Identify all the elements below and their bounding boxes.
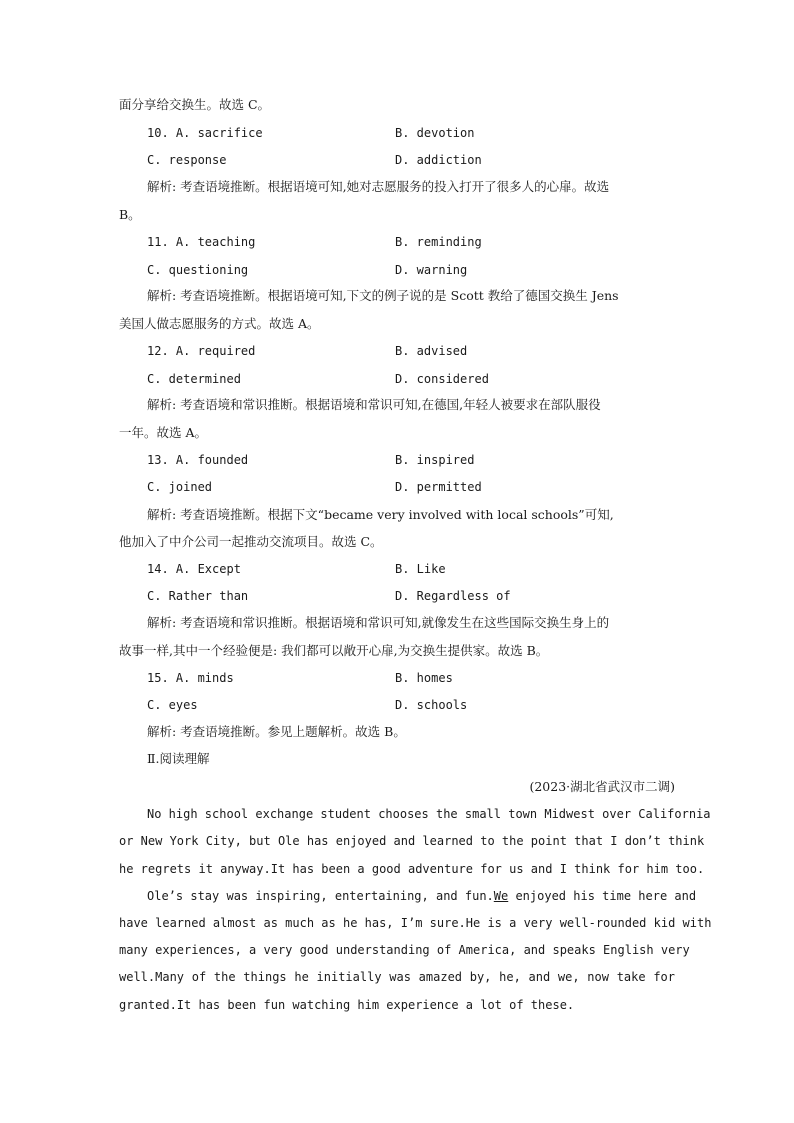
passage-line: well.Many of the things he initially was amazed by, he, and we, now take for <box>119 970 675 984</box>
section-heading: Ⅱ.阅读理解 <box>147 751 210 766</box>
passage-line: have learned almost as much as he has, I’m sure.He is a very well-rounded kid with <box>119 916 712 930</box>
option-c: C. questioning <box>147 263 249 277</box>
option-d: D. schools <box>395 698 468 712</box>
option-b: B. Like <box>395 562 446 576</box>
passage-line: he regrets it anyway.It has been a good adventure for us and I think for him too. <box>119 862 705 876</box>
explanation-line: 美国人做志愿服务的方式。故选 A。 <box>119 316 320 331</box>
passage-line: Ole’s stay was inspiring, entertaining, and fun.We enjoyed his time here and <box>147 889 697 903</box>
option-a: 14. A. Except <box>147 562 241 576</box>
option-a: 15. A. minds <box>147 671 234 685</box>
option-d: D. permitted <box>395 480 482 494</box>
option-c: C. determined <box>147 372 241 386</box>
explanation-line: 一年。故选 A。 <box>119 425 208 440</box>
option-c: C. eyes <box>147 698 198 712</box>
explanation-line: 解析: 考查语境和常识推断。根据语境和常识可知,就像发生在这些国际交换生身上的 <box>147 615 610 630</box>
explanation-line: 解析: 考查语境和常识推断。根据语境和常识可知,在德国,年轻人被要求在部队服役 <box>147 397 601 412</box>
passage-source: (2023·湖北省武汉市二调) <box>529 779 675 794</box>
explanation-line: 故事一样,其中一个经验便是: 我们都可以敞开心扉,为交换生提供家。故选 B。 <box>119 643 549 658</box>
explanation-line: 解析: 考查语境推断。参见上题解析。故选 B。 <box>147 724 406 739</box>
option-b: B. reminding <box>395 235 482 249</box>
option-a: 10. A. sacrifice <box>147 126 263 140</box>
option-b: B. homes <box>395 671 453 685</box>
option-b: B. devotion <box>395 126 475 140</box>
option-d: D. addiction <box>395 153 482 167</box>
option-d: D. warning <box>395 263 468 277</box>
option-b: B. advised <box>395 344 468 358</box>
option-a: 11. A. teaching <box>147 235 256 249</box>
passage-line: granted.It has been fun watching him experience a lot of these. <box>119 998 575 1012</box>
underlined-word: We <box>493 889 509 903</box>
explanation-line: 解析: 考查语境推断。根据下文“became very involved with local schools”可知, <box>147 507 614 522</box>
passage-line: No high school exchange student chooses the small town Midwest over California <box>147 807 711 821</box>
explanation-line: 解析: 考查语境推断。根据语境可知,下文的例子说的是 Scott 教给了德国交换生 Jens <box>147 288 619 303</box>
option-b: B. inspired <box>395 453 475 467</box>
option-a: 13. A. founded <box>147 453 249 467</box>
option-c: C. Rather than <box>147 589 249 603</box>
option-c: C. joined <box>147 480 213 494</box>
passage-line: many experiences, a very good understanding of America, and speaks English very <box>119 943 690 957</box>
option-c: C. response <box>147 153 227 167</box>
explanation-line: 解析: 考查语境推断。根据语境可知,她对志愿服务的投入打开了很多人的心扉。故选 <box>147 179 610 194</box>
text-line: 面分享给交换生。故选 C。 <box>119 97 271 112</box>
explanation-line: 他加入了中介公司一起推动交流项目。故选 C。 <box>119 534 383 549</box>
option-a: 12. A. required <box>147 344 256 358</box>
option-d: D. Regardless of <box>395 589 511 603</box>
passage-line: or New York City, but Ole has enjoyed and learned to the point that I don’t think <box>119 834 705 848</box>
explanation-line: B。 <box>119 207 141 222</box>
option-d: D. considered <box>395 372 489 386</box>
